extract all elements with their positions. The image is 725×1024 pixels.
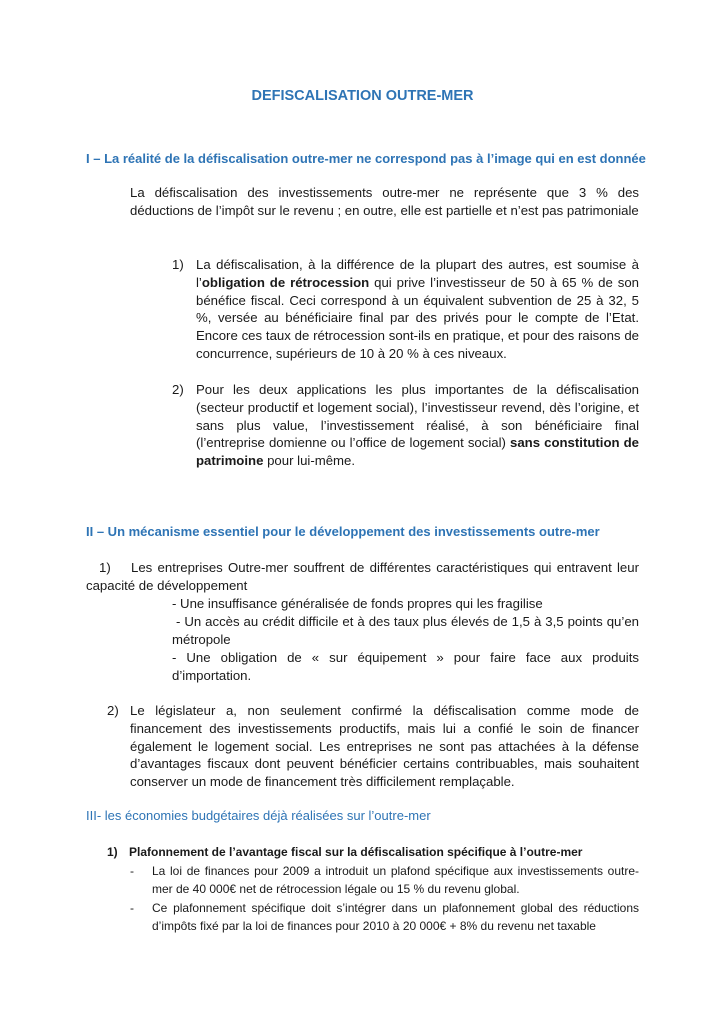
section-2-item-2-number: 2) [107, 703, 119, 718]
section-2-bullet-1: - Une insuffisance généralisée de fonds propres qui les fragilise [172, 596, 543, 611]
bold-text-run: sans constitution de patrimoine [196, 435, 639, 469]
section-2-heading: II – Un mécanisme essentiel pour le développement des investissements outre-mer [86, 524, 600, 539]
section-1-item-2-number: 2) [172, 382, 184, 397]
section-3-bullet-2: Ce plafonnement spécifique doit s’intégrer dans un plafonnement global des réductions d’impôts fixé par la loi de finances pour 2010 à 20 000€ + 8% du revenu net taxable [152, 901, 639, 933]
section-2-item-2-text: Le législateur a, non seulement confirmé la défiscalisation comme mode de financement des investissements productifs, mais lui a confié le soin de financer également le logement social. Les entreprises ne sont pas attachées à la défense d’avantages fiscaux dont peuvent bénéficier certains contribuables, mais souhaitent conserver un mode de financement très difficilement remplaçable. [130, 703, 639, 790]
section-1-item-1-number: 1) [172, 257, 184, 272]
section-3-bullet-1: La loi de finances pour 2009 a introduit un plafond spécifique aux investissements outre-mer de 40 000€ net de rétrocession légale ou 15 % du revenu global. [152, 864, 639, 896]
text-run: La défiscalisation, à la différence de la plupart des autres, est soumise à l’ [196, 257, 639, 290]
section-3-heading: III- les économies budgétaires déjà réalisées sur l’outre-mer [86, 808, 431, 823]
text-run: qui prive l’investisseur de 50 à 65 % de son bénéfice fiscal. Ceci correspond à un équivalent subvention de 25 à 32, 5 %, versée au bénéficiaire final par des privés pour le compte de l’Etat. Encore ces taux de rétrocession sont-ils en pratique, et pour des raisons de concurrence, supérieurs de 10 à 20 % à ces niveaux. [196, 274, 639, 361]
document-title: DEFISCALISATION OUTRE-MER [251, 88, 474, 104]
text-run: Pour les deux applications les plus importantes de la défiscalisation (secteur productif et logement social), l’investisseur revend, dès l’origine, et sans plus value, l’investissement réalisé, à son bénéficiaire final (l’entreprise domienne ou l’office de logement social) [196, 382, 639, 451]
section-1-intro: La défiscalisation des investissements outre-mer ne représente que 3 % des déductions de l’impôt sur le revenu ; en outre, elle est partielle et n’est pas patrimoniale [130, 185, 639, 218]
dash-bullet: - [130, 864, 134, 878]
section-1-heading: I – La réalité de la défiscalisation outre-mer ne correspond pas à l’image qui en est donnée [86, 151, 646, 166]
section-3-item-1-number: 1) [107, 845, 118, 859]
section-2-bullet-2: - Un accès au crédit difficile et à des taux plus élevés de 1,5 à 3,5 points qu’en métropole [172, 614, 643, 647]
section-1-item-2-text [196, 381, 639, 470]
text-run: pour lui-même. [263, 453, 356, 469]
section-2-item-1-number: 1) [99, 560, 111, 575]
bold-text-run: obligation de rétrocession [201, 274, 370, 290]
section-3-item-1-title: Plafonnement de l’avantage fiscal sur la défiscalisation spécifique à l’outre-mer [129, 845, 583, 859]
section-1-item-1-text [196, 256, 639, 363]
dash-bullet: - [130, 901, 134, 915]
section-2-bullet-3: - Une obligation de « sur équipement » pour faire face aux produits d’importation. [172, 650, 639, 683]
section-2-item-1-text: Les entreprises Outre-mer souffrent de différentes caractéristiques qui entravent leur capacité de développement [86, 560, 639, 593]
